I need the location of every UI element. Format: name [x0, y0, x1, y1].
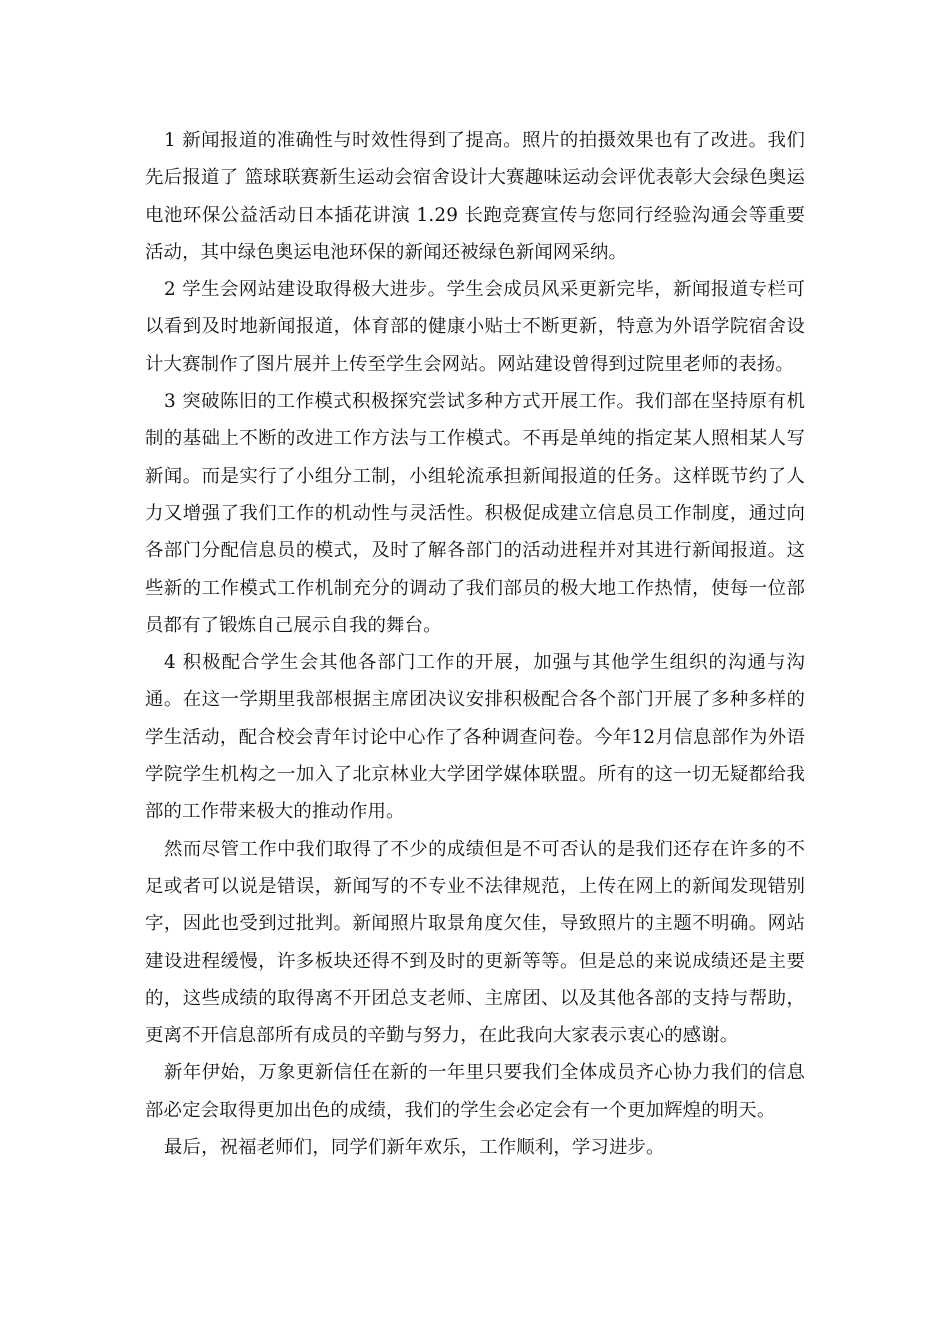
- document-body: [145, 122, 805, 1166]
- paragraph-cooperation: 4 积极配合学生会其他各部门工作的开展，加强与其他学生组织的沟通与沟通。在这一学期里我部根据主席团决议安排积极配合各个部门开展了多种多样的学生活动，配合校会青年讨论中心作了各种调查问卷。今年12月信息部作为外语学院学生机构之一加入了北京林业大学团学媒体联盟。所有的这一切无疑都给我部的工作带来极大的推动作用。: [145, 652, 805, 823]
- paragraph-website-progress: 2 学生会网站建设取得极大进步。学生会成员风采更新完毕，新闻报道专栏可以看到及时地新闻报道，体育部的健康小贴士不断更新，特意为外语学院宿舍设计大赛制作了图片展并上传至学生会网站。网站建设曾得到过院里老师的表扬。: [145, 279, 805, 375]
- paragraph-news-accuracy: 1 新闻报道的准确性与时效性得到了提高。照片的拍摄效果也有了改进。我们先后报道了 篮球联赛新生运动会宿舍设计大赛趣味运动会评优表彰大会绿色奥运电池环保公益活动日本插花讲演 1.29 长跑竞赛宣传与您同行经验沟通会等重要活动，其中绿色奥运电池环保的新闻还被绿色新闻网采纳。: [145, 130, 805, 263]
- paragraph-work-mode: 3 突破陈旧的工作模式积极探究尝试多种方式开展工作。我们部在坚持原有机制的基础上不断的改进工作方法与工作模式。不再是单纯的指定某人照相某人写新闻。而是实行了小组分工制，小组轮流承担新闻报道的任务。这样既节约了人力又增强了我们工作的机动性与灵活性。积极促成建立信息员工作制度，通过向各部门分配信息员的模式，及时了解各部门的活动进程并对其进行新闻报道。这些新的工作模式工作机制充分的调动了我们部员的极大地工作热情，使每一位部员都有了锻炼自己展示自我的舞台。: [145, 391, 805, 636]
- paragraph-new-year: 新年伊始，万象更新信任在新的一年里只要我们全体成员齐心协力我们的信息部必定会取得更加出色的成绩，我们的学生会必定会有一个更加辉煌的明天。: [145, 1062, 805, 1121]
- paragraph-shortcomings: 然而尽管工作中我们取得了不少的成绩但是不可否认的是我们还存在许多的不足或者可以说是错误，新闻写的不专业不法律规范，上传在网上的新闻发现错别字，因此也受到过批判。新闻照片取景角度欠佳，导致照片的主题不明确。网站建设进程缓慢，许多板块还得不到及时的更新等等。但是总的来说成绩还是主要的，这些成绩的取得离不开团总支老师、主席团、以及其他各部的支持与帮助，更离不开信息部所有成员的辛勤与努力，在此我向大家表示衷心的感谢。: [145, 838, 805, 1047]
- paragraph-closing-wishes: 最后，祝福老师们，同学们新年欢乐，工作顺利，学习进步。: [164, 1137, 665, 1159]
